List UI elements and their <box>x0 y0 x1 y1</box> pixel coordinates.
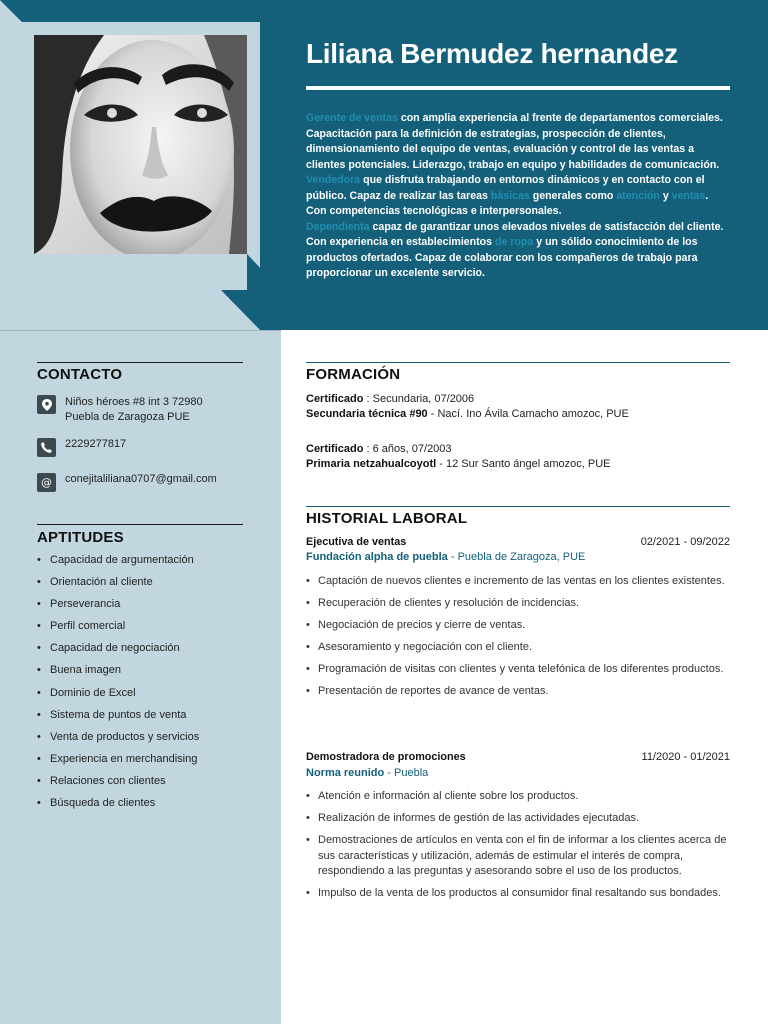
job-bullet: • Captación de nuevos clientes e incremento de las ventas en los clientes existentes. <box>306 575 725 587</box>
skill-item: • Perseverancia <box>37 598 121 611</box>
skill-item: • Sistema de puntos de venta <box>37 708 187 721</box>
skill-item: • Venta de productos y servicios <box>37 730 200 743</box>
skill-item: • Orientación al cliente <box>37 576 153 589</box>
profile-summary: Gerente de ventas con amplia experiencia al frente de departamentos comerciales. Capacitación para la definición de estrategias, prospección de clientes, dimensionamiento del equipo de ventas, evaluación y control de las ventas a clientes potenciales. Liderazgo, trabajo en equipo y habilidades de comunicación. Vendedora que disfruta trabajando en entornos dinámicos y en contacto con el público. Capaz de realizar las tareas básicas generales como atención y ventas. Con competencias tecnológicas e interpersonales. Dependienta capaz de garantizar unos elevados niveles de satisfacción del cliente. Con experiencia en establecimientos de ropa y un sólido conocimiento de los productos ofertados. Capaz de colaborar con los compañeros de trabajo para proporcionar un excelente servicio. <box>306 112 724 279</box>
summary-role-3: Dependienta <box>306 220 370 233</box>
skill-item: • Capacidad de negociación <box>37 642 180 655</box>
job-bullet: • Demostraciones de artículos en venta con el fin de informar a los clientes acerca de sus características y utilización, además de estimular el interés de compra, respondiendo a las preguntas y asesorando sobre el uso de los productos. <box>306 834 727 877</box>
skill-item: • Perfil comercial <box>37 620 126 633</box>
job-bullet: • Programación de visitas con clientes y venta telefónica de los diferentes productos. <box>306 663 724 675</box>
job-bullet: • Negociación de precios y cierre de ventas. <box>306 619 526 631</box>
skill-item: • Buena imagen <box>37 664 121 677</box>
education-rule <box>306 362 730 363</box>
contact-rule <box>37 362 243 363</box>
contact-phone <box>37 437 126 457</box>
skill-item: • Relaciones con clientes <box>37 774 166 787</box>
summary-role-1: Gerente de ventas <box>306 112 398 124</box>
skill-item: • Experiencia en merchandising <box>37 752 198 765</box>
job-bullet: • Presentación de reportes de avance de ventas. <box>306 685 549 697</box>
work-title: HISTORIAL LABORAL <box>306 510 468 527</box>
job-1-dates: 02/2021 - 09/2022 <box>640 536 730 548</box>
email-address[interactable]: conejitaliliana0707@gmail.com <box>65 473 217 485</box>
skill-item: • Dominio de Excel <box>37 686 136 699</box>
education-2-school: Primaria netzahualcoyotl - 12 Sur Santo ángel amozoc, PUE <box>306 458 611 470</box>
skill-item: • Capacidad de argumentación <box>37 554 194 566</box>
summary-role-2: Vendedora <box>306 174 361 186</box>
contact-email <box>37 472 217 492</box>
education-title: FORMACIÓN <box>306 366 401 383</box>
contact-address <box>37 395 203 425</box>
job-bullet: • Atención e información al cliente sobre los productos. <box>306 790 579 802</box>
job-2-bullets <box>306 789 730 908</box>
education-1-school: Secundaria técnica #90 - Nací. Ino Ávila Camacho amozoc, PUE <box>306 408 629 420</box>
education-1-cert: Certificado : Secundaria, 07/2006 <box>306 393 475 405</box>
name-underline <box>306 86 730 90</box>
job-1-bullets <box>306 574 730 706</box>
address-line-2: Puebla de Zaragoza PUE <box>65 411 190 423</box>
job-2-company: Norma reunido - Puebla <box>306 767 429 779</box>
sidebar-divider <box>0 330 281 331</box>
skills-title: APTITUDES <box>37 529 124 546</box>
job-2-dates: 11/2020 - 01/2021 <box>641 751 730 763</box>
skill-item: • Búsqueda de clientes <box>37 797 156 810</box>
full-name: Liliana Bermudez hernandez <box>306 38 678 69</box>
job-bullet: • Asesoramiento y negociación con el cliente. <box>306 641 533 653</box>
profile-photo <box>34 35 247 254</box>
job-bullet: • Impulso de la venta de los productos al consumidor final resaltando sus bondades. <box>306 887 721 899</box>
location-pin-icon <box>37 395 56 414</box>
job-1-title: Ejecutiva de ventas <box>306 536 407 548</box>
job-2-title: Demostradora de promociones <box>306 751 466 763</box>
phone-number[interactable]: 2229277817 <box>65 438 127 450</box>
job-bullet: • Recuperación de clientes y resolución de incidencias. <box>306 597 580 609</box>
job-1-company: Fundación alpha de puebla - Puebla de Zaragoza, PUE <box>306 551 586 563</box>
work-rule <box>306 506 730 507</box>
phone-icon <box>37 438 56 457</box>
skills-list <box>37 554 199 819</box>
address-line-1: Niños héroes #8 int 3 72980 <box>65 396 203 408</box>
education-2-cert: Certificado : 6 años, 07/2003 <box>306 443 452 455</box>
at-icon: @ <box>37 473 56 492</box>
job-bullet: • Realización de informes de gestión de las actividades ejecutadas. <box>306 812 640 824</box>
contact-title: CONTACTO <box>37 366 123 383</box>
skills-rule <box>37 524 243 525</box>
